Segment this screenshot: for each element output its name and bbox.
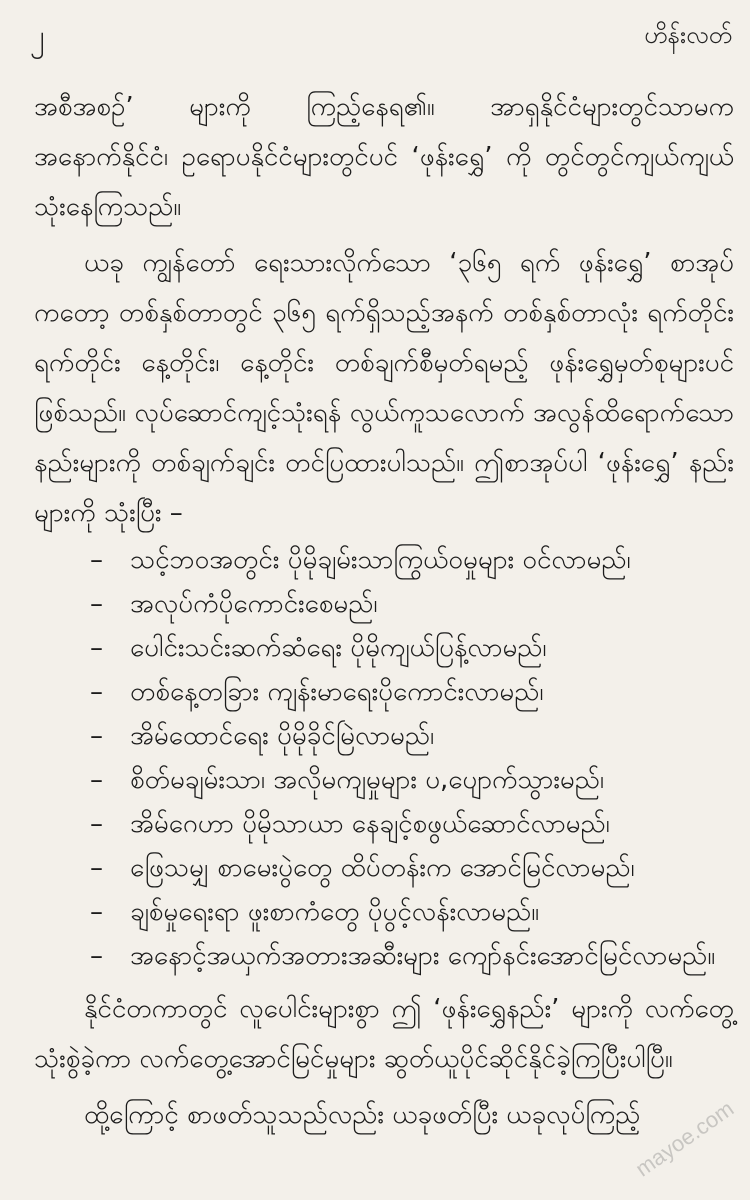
dash-mark: – <box>90 897 103 927</box>
page-body <box>34 82 734 1140</box>
list-item <box>90 846 734 890</box>
list-item <box>90 714 734 758</box>
dash-mark: – <box>90 589 103 619</box>
list-item <box>90 758 734 802</box>
list-item <box>90 538 734 582</box>
list-item <box>90 670 734 714</box>
list-item <box>90 934 734 978</box>
dash-mark: – <box>90 941 103 971</box>
list-item <box>90 582 734 626</box>
dash-mark: – <box>90 765 103 795</box>
list-item-text: စိတ်မချမ်းသာ၊ အလိုမကျမှုများ ပ,ပျောက်သွားမည်၊ <box>130 765 605 795</box>
running-title: ဟိန်းလတ် <box>644 21 732 49</box>
page-number: ၂ <box>30 19 45 54</box>
paragraph-4: ထို့ကြောင့် စာဖတ်သူသည်လည်း ယခုဖတ်ပြီး ယခုလုပ်ကြည့် <box>84 1100 641 1130</box>
list-item-text: တစ်နေ့တခြား ကျန်းမာရေးပိုကောင်းလာမည်၊ <box>130 677 544 707</box>
list-item-text: သင့်ဘဝအတွင်း ပိုမိုချမ်းသာကြွယ်ဝမှုများ ဝင်လာမည်၊ <box>130 545 631 575</box>
list-item-text: အိမ်ဂေဟာ ပိုမိုသာယာ နေချင့်စဖွယ်ဆောင်လာမည်၊ <box>130 809 610 839</box>
dash-mark: – <box>90 677 103 707</box>
dash-mark: – <box>90 545 103 575</box>
dash-mark: – <box>90 721 103 751</box>
list-item <box>90 890 734 934</box>
benefits-list <box>34 538 734 978</box>
watermark: mayoe.com <box>631 1095 739 1182</box>
list-item-text: အလုပ်ကံပိုကောင်းစေမည်၊ <box>130 589 378 619</box>
list-item-text: ချစ်မှုရေးရာ ဖူးစာကံတွေ ပိုပွင့်လန်းလာမည်။ <box>130 897 540 927</box>
list-item-text: ဖြေသမျှ စာမေးပွဲတွေ ထိပ်တန်းက အောင်မြင်လာမည်၊ <box>130 853 635 883</box>
dash-mark: – <box>90 853 103 883</box>
paragraph-1: အစီအစဉ်’ များကို ကြည့်နေရ၏။ အာရှနိုင်ငံများတွင်သာမက အနောက်နိုင်ငံ၊ ဥရောပနိုင်ငံများတွင်ပင် ‘ဖုန်းရွှေ’ ကို တွင်တွင်ကျယ်ကျယ်သုံးနေကြသည်။ <box>34 92 734 222</box>
paragraph-2: ယခု ကျွန်တော် ရေးသားလိုက်သော ‘၃၆၅ ရက် ဖုန်းရွှေ’ စာအုပ်ကတော့ တစ်နှစ်တာတွင် ၃၆၅ ရက်ရှိသည့်အနက် တစ်နှစ်တာလုံး ရက်တိုင်း ရက်တိုင်း နေ့တိုင်း၊ နေ့တိုင်း တစ်ချက်စီမှတ်ရမည့် ဖုန်းရွှေမှတ်စုများပင်ဖြစ်သည်။ လုပ်ဆောင်ကျင့်သုံးရန် လွယ်ကူသလောက် အလွန်ထိရောက်သောနည်းများကို တစ်ချက်ချင်း တင်ပြထားပါသည်။ ဤစာအုပ်ပါ ‘ဖုန်းရွှေ’ နည်းများကို သုံးပြီး – <box>34 248 734 528</box>
list-item-text: အိမ်ထောင်ရေး ပိုမိုခိုင်မြဲလာမည်၊ <box>130 721 435 751</box>
dash-mark: – <box>90 809 103 839</box>
list-item-text: ပေါင်းသင်းဆက်ဆံရေး ပိုမိုကျယ်ပြန့်လာမည်၊ <box>130 633 547 663</box>
paragraph-3: နိုင်ငံတကာတွင် လူပေါင်းများစွာ ဤ ‘ဖုန်းရွှေနည်း’ များကို လက်တွေ့သုံးစွဲခဲ့ကာ လက်တွေ့အောင်မြင်မှုများ ဆွတ်ယူပိုင်ဆိုင်နိုင်ခဲ့ကြပြီးပါပြီ။ <box>34 994 734 1074</box>
list-item <box>90 802 734 846</box>
dash-mark: – <box>90 633 103 663</box>
list-item-text: အနောင့်အယှက်အတားအဆီးများ ကျော်နင်းအောင်မြင်လာမည်။ <box>130 941 716 971</box>
list-item <box>90 626 734 670</box>
